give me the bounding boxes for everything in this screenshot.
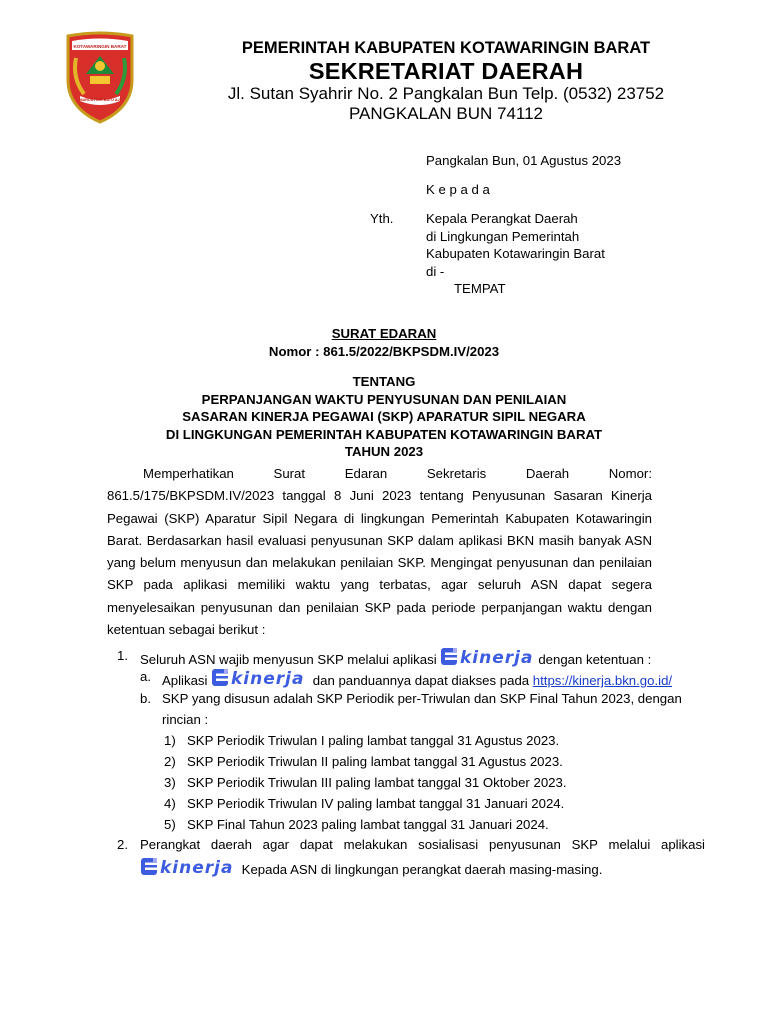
ekinerja-logo-accent [153,858,157,862]
ekinerja-logo-text: kinerja [231,669,305,688]
opening-paragraph [107,463,652,641]
rincian-item: SKP Final Tahun 2023 paling lambat tanggal 31 Januari 2024. [187,817,549,832]
ekinerja-logo-stripe [145,863,157,866]
recipient-line-2: di Lingkungan Pemerintah [426,228,580,244]
ekinerja-logo-stripe [445,653,457,656]
ekinerja-logo-stripe [216,674,228,677]
item-1b-label: b. [140,691,151,706]
kepada-label: K e p a d a [426,182,490,197]
yth-label: Yth. [370,211,394,226]
rincian-item: SKP Periodik Triwulan II paling lambat tanggal 31 Agustus 2023. [187,754,563,769]
rincian-number: 1) [164,733,176,748]
kotawaringin-barat-crest-icon [62,28,138,124]
surat-edaran-title: SURAT EDARAN [331,326,437,341]
subject-line-2: SASARAN KINERJA PEGAWAI (SKP) APARATUR SIPIL NEGARA [182,409,586,424]
item-2-number: 2. [117,837,128,852]
subject-line-4: TAHUN 2023 [344,444,424,459]
tentang-label: TENTANG [352,374,416,389]
ekinerja-logo-text: kinerja [460,648,534,667]
item-2-line-2 [140,857,602,882]
paragraph-body: 861.5/175/BKPSDM.IV/2023 tanggal 8 Juni 2023 tentang Penyusunan Sasaran Kinerja Pegawai (SKP) Aparatur Sipil Negara di lingkungan Pemerintah Kabupaten Kotawaringin Barat. Berdasarkan hasil evaluasi penyusunan SKP dalam aplikasi BKN masih banyak ASN yang belum menyusun dan melakukan penilaian SKP. Mengingat penyusunan dan penilaian SKP pada aplikasi memiliki waktu yang terbatas, agar seluruh ASN dapat segera menyelesaikan penyusunan dan penilaian SKP pada periode perpanjangan waktu dengan ketentuan sebagai berikut : [107,488,652,638]
rincian-item: SKP Periodik Triwulan I paling lambat tanggal 31 Agustus 2023. [187,733,560,748]
recipient-line-5: TEMPAT [454,281,506,296]
item-1a-label: a. [140,669,151,684]
subject-line-1: PERPANJANGAN WAKTU PENYUSUNAN DAN PENILAIAN [201,391,567,407]
ekinerja-logo-text: kinerja [160,858,234,877]
recipient-line-1: Kepala Perangkat Daerah [426,211,578,226]
item-2-text-post: Kepada ASN di lingkungan perangkat daerah masing-masing. [241,862,603,877]
item-1b-line-1: SKP yang disusun adalah SKP Periodik per-Triwulan dan SKP Final Tahun 2023, dengan [162,691,682,706]
rincian-number: 5) [164,817,176,832]
rincian-number: 4) [164,796,176,811]
logo-text-top: KOTAWARINGIN BARAT [73,44,127,49]
rincian-item: SKP Periodik Triwulan IV paling lambat tanggal 31 Januari 2024. [187,796,565,811]
nomor-line: Nomor : 861.5/2022/BKPSDM.IV/2023 [268,343,500,359]
title-block [0,325,768,360]
kinerja-link[interactable]: https://kinerja.bkn.go.id/ [532,673,673,688]
ekinerja-logo-stripe [445,658,457,661]
letterhead [150,38,742,124]
subject-line-3: DI LINGKUNGAN PEMERINTAH KABUPATEN KOTAWARINGIN BARAT [165,426,603,442]
ekinerja-logo-icon [140,857,238,882]
letterhead-address: Jl. Sutan Syahrir No. 2 Pangkalan Bun Telp. (0532) 23752 [227,84,665,103]
item-1a-text-mid: dan panduannya dapat diakses pada [312,673,530,688]
paragraph-first-line: Memperhatikan Surat Edaran Sekretaris Daerah Nomor: [143,466,652,481]
item-1-text-post: dengan ketentuan : [538,652,652,667]
tentang-block [0,373,768,461]
letterhead-line-2: SEKRETARIAT DAERAH [308,58,584,84]
rincian-number: 3) [164,775,176,790]
letterhead-city: PANGKALAN BUN 74112 [348,104,543,123]
ekinerja-logo-accent [224,669,228,673]
item-1a-text-pre: Aplikasi [162,673,208,688]
ekinerja-logo-stripe [216,679,228,682]
ekinerja-logo-stripe [145,868,157,871]
rincian-number: 2) [164,754,176,769]
item-1b-line-2: rincian : [162,712,209,727]
recipient-block [426,210,605,298]
item-2-line-1: Perangkat daerah agar dapat melakukan sosialisasi penyusunan SKP melalui aplikasi [140,837,705,852]
date-line: Pangkalan Bun, 01 Agustus 2023 [426,153,622,168]
logo-text-bottom: MARUNTING BATU AJI [79,98,121,102]
item-1-number: 1. [117,648,128,663]
recipient-line-4: di - [426,263,445,279]
item-1-text-pre: Seluruh ASN wajib menyusun SKP melalui aplikasi [140,652,437,667]
letterhead-line-1: PEMERINTAH KABUPATEN KOTAWARINGIN BARAT [241,39,651,57]
rincian-item: SKP Periodik Triwulan III paling lambat tanggal 31 Oktober 2023. [187,775,567,790]
ekinerja-logo-accent [453,648,457,652]
recipient-line-3: Kabupaten Kotawaringin Barat [426,246,605,261]
